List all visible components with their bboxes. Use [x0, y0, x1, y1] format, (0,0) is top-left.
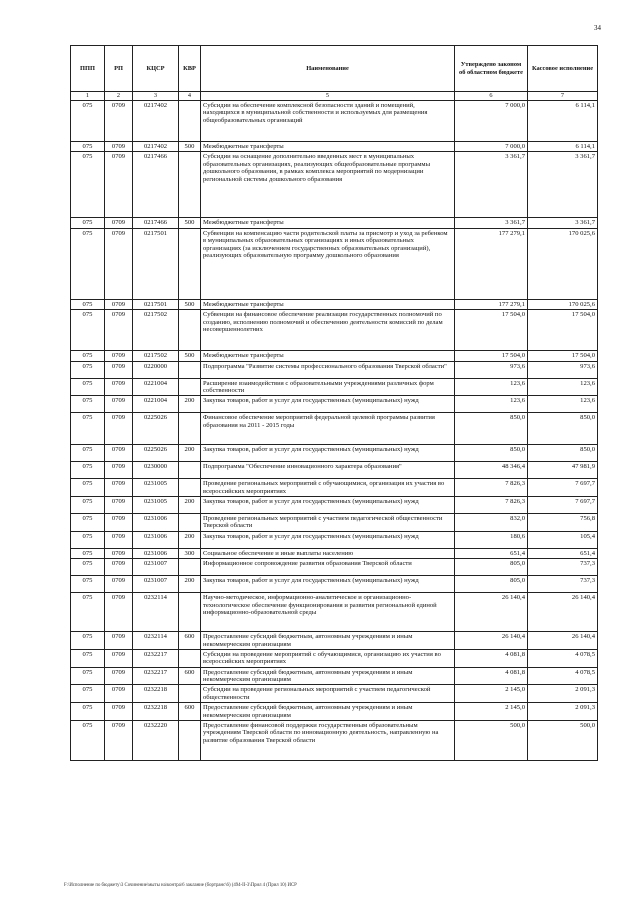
budget-table: [70, 45, 598, 761]
table-row: [71, 559, 598, 576]
cell-executed: 170 025,6: [528, 299, 598, 309]
cell-ppp: 075: [71, 703, 105, 721]
cell-name: Социальное обеспечение и иные выплаты населению: [201, 548, 455, 558]
cell-ppp: 075: [71, 361, 105, 378]
table-body: [71, 92, 598, 761]
cell-kvr: [179, 101, 201, 142]
cell-ppp: 075: [71, 101, 105, 142]
cell-kvr: [179, 649, 201, 667]
table-row: [71, 514, 598, 532]
cell-kvr: 600: [179, 667, 201, 685]
cell-approved: 850,0: [455, 413, 528, 445]
cell-name: Информационное сопровождение развития образования Тверской области: [201, 559, 455, 576]
cell-name: Финансовое обеспечение мероприятий федеральной целевой программы развития образования на 2011 - 2015 годы: [201, 413, 455, 445]
cell-approved: 7 826,3: [455, 497, 528, 514]
cell-name: Субвенции на финансовое обеспечение реализации государственных полномочий по созданию, исполнению полномочий и обеспечению деятельности комиссий по делам несовершеннолетних: [201, 310, 455, 351]
cell-kcsr: 0217466: [133, 218, 179, 228]
cell-kvr: [179, 593, 201, 632]
cell-name: Расширение взаимодействия с образовательными учреждениями различных форм собственности: [201, 378, 455, 396]
cell-rp: 0709: [105, 703, 133, 721]
cell-approved: 123,6: [455, 378, 528, 396]
cell-rp: 0709: [105, 685, 133, 703]
cell-executed: 17 504,0: [528, 310, 598, 351]
cell-kcsr: 0232114: [133, 593, 179, 632]
table-row: [71, 497, 598, 514]
cell-name: Проведение региональных мероприятий с обучающимися, организация их участия во всероссийских мероприятиях: [201, 479, 455, 497]
cell-approved: 2 145,0: [455, 703, 528, 721]
cell-kcsr: 0217402: [133, 101, 179, 142]
cell-kcsr: 0225026: [133, 413, 179, 445]
table-row: [71, 413, 598, 445]
cell-rp: 0709: [105, 218, 133, 228]
cell-executed: 4 078,5: [528, 649, 598, 667]
cell-rp: 0709: [105, 445, 133, 462]
cell-approved: 26 140,4: [455, 593, 528, 632]
table-row: [71, 462, 598, 479]
cell-executed: 651,4: [528, 548, 598, 558]
cell-kvr: [179, 514, 201, 532]
cell-rp: 0709: [105, 142, 133, 152]
cell-name: Научно-методическое, информационно-аналитическое и организационно-технологическое обеспечение функционирования и развития региональной единой информационно-образовательной среды: [201, 593, 455, 632]
cell-kcsr: 0225026: [133, 445, 179, 462]
cell-executed: 170 025,6: [528, 228, 598, 299]
cell-rp: 0709: [105, 559, 133, 576]
cell-approved: 500,0: [455, 720, 528, 760]
cell-rp: 0709: [105, 299, 133, 309]
cell-executed: 2 091,3: [528, 703, 598, 721]
cell-rp: 0709: [105, 351, 133, 361]
table-row: [71, 228, 598, 299]
cell-approved: 850,0: [455, 445, 528, 462]
cell-name: Закупка товаров, работ и услуг для государственных (муниципальных) нужд: [201, 396, 455, 413]
cell-executed: 17 504,0: [528, 351, 598, 361]
index-cell: 3: [133, 92, 179, 101]
cell-executed: 26 140,4: [528, 632, 598, 650]
cell-rp: 0709: [105, 462, 133, 479]
header-ppp: ППП: [71, 46, 105, 92]
cell-ppp: 075: [71, 152, 105, 218]
cell-kvr: [179, 720, 201, 760]
cell-approved: 7 000,0: [455, 101, 528, 142]
cell-name: Закупка товаров, работ и услуг для государственных (муниципальных) нужд: [201, 497, 455, 514]
cell-approved: 805,0: [455, 559, 528, 576]
cell-rp: 0709: [105, 152, 133, 218]
cell-kcsr: 0231006: [133, 531, 179, 548]
cell-kvr: [179, 685, 201, 703]
cell-executed: 756,8: [528, 514, 598, 532]
cell-name: Подпрограмма "Развитие системы профессионального образования Тверской области": [201, 361, 455, 378]
table-row: [71, 649, 598, 667]
cell-ppp: 075: [71, 632, 105, 650]
cell-kvr: 600: [179, 632, 201, 650]
cell-approved: 651,4: [455, 548, 528, 558]
cell-rp: 0709: [105, 361, 133, 378]
page-number: 34: [594, 24, 601, 32]
cell-kcsr: 0217466: [133, 152, 179, 218]
cell-kcsr: 0232217: [133, 667, 179, 685]
cell-kvr: 200: [179, 531, 201, 548]
table-row: [71, 593, 598, 632]
cell-executed: 737,3: [528, 559, 598, 576]
table-row: [71, 685, 598, 703]
cell-executed: 6 114,1: [528, 142, 598, 152]
cell-name: Межбюджетные трансферты: [201, 218, 455, 228]
cell-approved: 3 361,7: [455, 218, 528, 228]
cell-rp: 0709: [105, 593, 133, 632]
cell-rp: 0709: [105, 720, 133, 760]
cell-name: Проведение региональных мероприятий с участием педагогической общественности Тверской области: [201, 514, 455, 532]
cell-executed: 2 091,3: [528, 685, 598, 703]
cell-ppp: 075: [71, 720, 105, 760]
cell-name: Субсидии на проведение мероприятий с обучающимися, организацию их участия во всероссийских мероприятиях: [201, 649, 455, 667]
cell-ppp: 075: [71, 576, 105, 593]
table-row: [71, 445, 598, 462]
table-row: [71, 142, 598, 152]
cell-kcsr: 0231005: [133, 497, 179, 514]
cell-name: Субсидии на проведение региональных мероприятий с участием педагогической общественности: [201, 685, 455, 703]
cell-approved: 973,6: [455, 361, 528, 378]
table-row: [71, 152, 598, 218]
cell-kvr: [179, 378, 201, 396]
cell-executed: 737,3: [528, 576, 598, 593]
cell-ppp: 075: [71, 218, 105, 228]
cell-kvr: [179, 559, 201, 576]
cell-kvr: 500: [179, 299, 201, 309]
cell-kcsr: 0231007: [133, 576, 179, 593]
cell-rp: 0709: [105, 413, 133, 445]
cell-rp: 0709: [105, 548, 133, 558]
table-row: [71, 361, 598, 378]
cell-name: Межбюджетные трансферты: [201, 299, 455, 309]
index-cell: 1: [71, 92, 105, 101]
cell-name: Закупка товаров, работ и услуг для государственных (муниципальных) нужд: [201, 531, 455, 548]
cell-rp: 0709: [105, 228, 133, 299]
table-row: [71, 218, 598, 228]
cell-ppp: 075: [71, 299, 105, 309]
cell-rp: 0709: [105, 576, 133, 593]
cell-executed: 3 361,7: [528, 152, 598, 218]
cell-kcsr: 0217501: [133, 228, 179, 299]
table-row: [71, 720, 598, 760]
cell-kcsr: 0220000: [133, 361, 179, 378]
table-row: [71, 310, 598, 351]
cell-ppp: 075: [71, 667, 105, 685]
cell-ppp: 075: [71, 685, 105, 703]
cell-ppp: 075: [71, 649, 105, 667]
table-row: [71, 396, 598, 413]
cell-kvr: [179, 310, 201, 351]
cell-kvr: 500: [179, 218, 201, 228]
cell-name: Предоставление субсидий бюджетным, автономным учреждениям и иным некоммерческим организациям: [201, 632, 455, 650]
cell-name: Предоставление субсидий бюджетным, автономным учреждениям и иным некоммерческим организациям: [201, 667, 455, 685]
table-row: [71, 299, 598, 309]
cell-executed: 105,4: [528, 531, 598, 548]
cell-executed: 123,6: [528, 396, 598, 413]
cell-kcsr: 0232218: [133, 703, 179, 721]
cell-ppp: 075: [71, 531, 105, 548]
cell-rp: 0709: [105, 497, 133, 514]
cell-rp: 0709: [105, 531, 133, 548]
cell-kvr: 200: [179, 396, 201, 413]
cell-executed: 7 697,7: [528, 479, 598, 497]
cell-approved: 123,6: [455, 396, 528, 413]
cell-approved: 17 504,0: [455, 310, 528, 351]
cell-ppp: 075: [71, 228, 105, 299]
cell-kcsr: 0232217: [133, 649, 179, 667]
cell-ppp: 075: [71, 413, 105, 445]
index-cell: 6: [455, 92, 528, 101]
cell-approved: 7 000,0: [455, 142, 528, 152]
cell-ppp: 075: [71, 514, 105, 532]
cell-kvr: 600: [179, 703, 201, 721]
cell-kcsr: 0231006: [133, 548, 179, 558]
cell-ppp: 075: [71, 479, 105, 497]
cell-kcsr: 0221004: [133, 378, 179, 396]
cell-kvr: [179, 413, 201, 445]
cell-kcsr: 0217501: [133, 299, 179, 309]
cell-kcsr: 0221004: [133, 396, 179, 413]
cell-kvr: 300: [179, 548, 201, 558]
cell-approved: 180,6: [455, 531, 528, 548]
cell-name: Предоставление субсидий бюджетным, автономным учреждениям и иным некоммерческим организациям: [201, 703, 455, 721]
table-row: [71, 576, 598, 593]
cell-approved: 4 081,8: [455, 649, 528, 667]
cell-rp: 0709: [105, 396, 133, 413]
cell-rp: 0709: [105, 378, 133, 396]
cell-name: Межбюджетные трансферты: [201, 351, 455, 361]
cell-kcsr: 0217502: [133, 351, 179, 361]
cell-ppp: 075: [71, 559, 105, 576]
table-header-row: [71, 46, 598, 92]
table-row: [71, 479, 598, 497]
cell-name: Субсидии на оснащение дополнительно введенных мест в муниципальных образовательных организациях, реализующих общеобразовательные программы дошкольного образования, в рамках комплекса мероприятий по модернизации региональной системы дошкольного образования: [201, 152, 455, 218]
cell-ppp: 075: [71, 396, 105, 413]
cell-approved: 26 140,4: [455, 632, 528, 650]
table-row: [71, 632, 598, 650]
cell-ppp: 075: [71, 310, 105, 351]
cell-kvr: [179, 152, 201, 218]
cell-name: Субвенции на компенсацию части родительской платы за присмотр и уход за ребенком в муниципальных образовательных организациях и иных образовательных организациях (за исключением государственных образовательных организаций), реализующих образовательную программу дошкольного образования: [201, 228, 455, 299]
cell-executed: 850,0: [528, 413, 598, 445]
cell-approved: 177 279,1: [455, 228, 528, 299]
cell-rp: 0709: [105, 667, 133, 685]
cell-executed: 3 361,7: [528, 218, 598, 228]
cell-kcsr: 0231006: [133, 514, 179, 532]
table-row: [71, 667, 598, 685]
cell-kcsr: 0230000: [133, 462, 179, 479]
cell-kcsr: 0232218: [133, 685, 179, 703]
cell-kcsr: 0232220: [133, 720, 179, 760]
cell-kcsr: 0231007: [133, 559, 179, 576]
cell-executed: 6 114,1: [528, 101, 598, 142]
cell-ppp: 075: [71, 462, 105, 479]
cell-name: Закупка товаров, работ и услуг для государственных (муниципальных) нужд: [201, 445, 455, 462]
cell-ppp: 075: [71, 593, 105, 632]
table-row: [71, 703, 598, 721]
cell-ppp: 075: [71, 351, 105, 361]
cell-kcsr: 0217402: [133, 142, 179, 152]
column-index-row: [71, 92, 598, 101]
cell-executed: 850,0: [528, 445, 598, 462]
header-rp: РП: [105, 46, 133, 92]
header-approved: Утверждено законом об областном бюджете: [455, 46, 528, 92]
cell-kvr: 500: [179, 142, 201, 152]
cell-ppp: 075: [71, 445, 105, 462]
cell-executed: 973,6: [528, 361, 598, 378]
cell-executed: 7 697,7: [528, 497, 598, 514]
table-row: [71, 378, 598, 396]
cell-ppp: 075: [71, 378, 105, 396]
cell-approved: 4 081,8: [455, 667, 528, 685]
cell-name: Закупка товаров, работ и услуг для государственных (муниципальных) нужд: [201, 576, 455, 593]
cell-kvr: 200: [179, 576, 201, 593]
index-cell: 5: [201, 92, 455, 101]
cell-kvr: [179, 462, 201, 479]
table-row: [71, 531, 598, 548]
table-row: [71, 101, 598, 142]
cell-approved: 832,0: [455, 514, 528, 532]
cell-approved: 805,0: [455, 576, 528, 593]
header-name: Наименование: [201, 46, 455, 92]
cell-kvr: 200: [179, 497, 201, 514]
cell-kcsr: 0232114: [133, 632, 179, 650]
header-kvr: КВР: [179, 46, 201, 92]
cell-approved: 17 504,0: [455, 351, 528, 361]
cell-kcsr: 0231005: [133, 479, 179, 497]
cell-kvr: [179, 479, 201, 497]
cell-kvr: 200: [179, 445, 201, 462]
cell-approved: 2 145,0: [455, 685, 528, 703]
cell-executed: 26 140,4: [528, 593, 598, 632]
cell-kvr: [179, 228, 201, 299]
cell-rp: 0709: [105, 514, 133, 532]
cell-rp: 0709: [105, 632, 133, 650]
table-row: [71, 351, 598, 361]
file-path-footer: F:\Исполнение по бюджету\3 Сочинение\мыты на\контра\6 заклание (бортранс\6) (494-II-3\Прил 4 (Прил 10) ИСР: [64, 883, 297, 888]
header-executed: Кассовое исполнение: [528, 46, 598, 92]
cell-rp: 0709: [105, 310, 133, 351]
cell-executed: 500,0: [528, 720, 598, 760]
cell-name: Предоставление финансовой поддержки государственным образовательным учреждениям Тверской области по инновационную деятельность, направленную на развитие образования Тверской области: [201, 720, 455, 760]
cell-rp: 0709: [105, 649, 133, 667]
cell-kvr: 500: [179, 351, 201, 361]
index-cell: 7: [528, 92, 598, 101]
cell-approved: 7 826,3: [455, 479, 528, 497]
cell-approved: 3 361,7: [455, 152, 528, 218]
header-kcsr: КЦСР: [133, 46, 179, 92]
cell-name: Подпрограмма "Обеспечение инновационного характера образования": [201, 462, 455, 479]
cell-ppp: 075: [71, 497, 105, 514]
cell-name: Субсидии на обеспечение комплексной безопасности зданий и помещений, находящихся в муниципальной собственности и используемых для размещения общеобразовательных организаций: [201, 101, 455, 142]
cell-executed: 47 981,9: [528, 462, 598, 479]
cell-rp: 0709: [105, 479, 133, 497]
cell-executed: 4 078,5: [528, 667, 598, 685]
table-row: [71, 548, 598, 558]
cell-executed: 123,6: [528, 378, 598, 396]
cell-kcsr: 0217502: [133, 310, 179, 351]
cell-approved: 48 346,4: [455, 462, 528, 479]
cell-ppp: 075: [71, 548, 105, 558]
index-cell: 2: [105, 92, 133, 101]
index-cell: 4: [179, 92, 201, 101]
cell-ppp: 075: [71, 142, 105, 152]
cell-name: Межбюджетные трансферты: [201, 142, 455, 152]
cell-approved: 177 279,1: [455, 299, 528, 309]
cell-rp: 0709: [105, 101, 133, 142]
cell-kvr: [179, 361, 201, 378]
